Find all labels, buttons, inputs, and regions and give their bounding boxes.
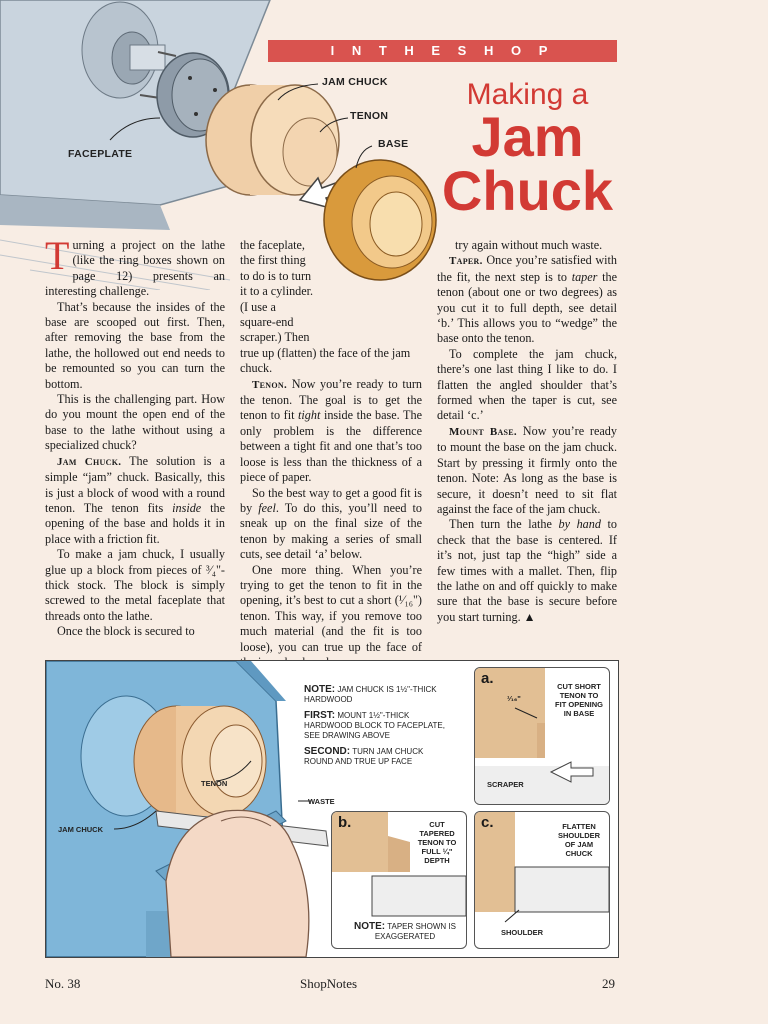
detail-c-shoulder-label: SHOULDER xyxy=(501,928,544,937)
paragraph: One more thing. When you’re trying to get the tenon to fit in the opening, it’s best to cut a short (¹⁄₁₆") tenon. This way, if you remove too much material (and the fit is too loose), you can true up the face of xyxy=(240,562,422,654)
article-column-3 xyxy=(437,238,617,625)
paragraph: To make a jam chuck, I usually glue up a block from pieces of ³⁄₄"-thick stock. The block is simply screwed to the metal faceplate that threads onto the lathe. xyxy=(45,547,225,623)
paragraph xyxy=(437,253,617,346)
page-title xyxy=(430,105,625,222)
emphasis: taper xyxy=(571,269,598,284)
drop-cap: T xyxy=(45,233,70,278)
note-3: SECOND: TURN JAM CHUCK ROUND AND TRUE UP FACE xyxy=(304,746,424,766)
label-base: BASE xyxy=(378,138,409,150)
detail-c-text: FLATTEN SHOULDER OF JAM CHUCK xyxy=(557,822,601,858)
paragraph xyxy=(240,377,422,486)
text: inside the base. The only problem is the difference between a tight fit and one that’s too loose is less than the thickness of a piece of paper. xyxy=(240,408,423,485)
paragraph: Once the block is secured to xyxy=(57,624,195,639)
emphasis: inside xyxy=(172,500,202,515)
text: Now you’re ready to mount the base on the jam chuck. Start by pressing it firmly onto the tenon. Note: As long as the base is secure, it doesn’t need to sit flat against the face of the jam chuck. xyxy=(437,423,617,516)
note-2: FIRST: MOUNT 1½"-THICK HARDWOOD BLOCK TO FACEPLATE, SEE DRAWING ABOVE xyxy=(304,710,445,740)
label-waste: WASTE xyxy=(308,797,335,806)
paragraph: the faceplate, the first thing to do is to turn it to a cylinder. (I use a square-end scraper.) Then true up (flatten) the face of the jam chuck. xyxy=(240,238,411,376)
text: The solution is a simple “jam” chuck. Basically, this is just a block of wood with a round tenon. The tenon fits xyxy=(45,453,226,515)
detail-a-text: CUT SHORT TENON TO FIT OPENING IN BASE xyxy=(555,682,603,718)
bottom-figure xyxy=(45,660,619,958)
detail-c-panel xyxy=(474,811,610,949)
detail-b-text: CUT TAPERED TENON TO FULL ¼" DEPTH xyxy=(417,820,457,865)
article-column-2 xyxy=(240,238,422,670)
detail-a-letter: a. xyxy=(481,670,494,687)
detail-a-dimension: ¹⁄₁₆" xyxy=(507,694,521,703)
title-line-1: Jam xyxy=(471,105,584,168)
run-in-heading: Tenon. xyxy=(252,378,288,391)
paragraph: This is the challenging part. How do you mount the open end of the base to the lathe without using a specialized chuck? xyxy=(45,392,225,453)
paragraph xyxy=(45,454,225,547)
article-column-1 xyxy=(45,233,226,640)
text: to check that the base is centered. If it’s not, just tap the “high” side a few times with a mallet. Then, flip the lathe on and off quickly to make sure that the base is secure before you start turning. xyxy=(437,517,617,624)
text: Once you’re satisfied with the fit, the next step is to xyxy=(437,253,618,284)
detail-a-scraper-label: SCRAPER xyxy=(487,780,524,789)
text: Now you’re ready to turn the tenon. The goal is to get the tenon to fit xyxy=(240,376,423,423)
paragraph: try again without much waste. xyxy=(455,238,603,252)
text: the opening of the base and holds it in place with a friction fit. xyxy=(45,500,226,546)
emphasis: by hand xyxy=(558,517,601,532)
title-line-2: Chuck xyxy=(441,159,614,222)
detail-c-letter: c. xyxy=(481,814,494,831)
run-in-heading: Taper. xyxy=(449,255,483,268)
emphasis: tight xyxy=(298,408,321,423)
note-block xyxy=(304,685,454,767)
text: the tenon (about one or two degrees) as you cut it to full depth, see detail ‘b.’ This allows you to “wedge” the base onto the tenon. xyxy=(437,269,617,346)
paragraph xyxy=(437,517,617,625)
paragraph xyxy=(45,233,225,300)
text: So the best way to get a good fit is by xyxy=(240,485,422,515)
text: Then turn the lathe xyxy=(449,517,552,532)
paragraph: To complete the jam chuck, there’s one last thing I like to do. I flatten the angled shoulder that’s formed when the taper is cut, see detail ‘c.’ xyxy=(437,346,617,423)
label-tenon: TENON xyxy=(350,110,389,122)
paragraph xyxy=(437,424,617,517)
paragraph: That’s because the insides of the base are scooped out first. Then, after removing the base from the lathe, the hollowed out end needs to be remounted so you can turn the bottom. xyxy=(45,299,225,391)
footer-issue: No. 38 xyxy=(45,976,81,991)
run-in-heading: Mount Base. xyxy=(449,425,517,438)
detail-b-panel xyxy=(331,811,467,949)
title-kicker: Making a xyxy=(466,78,589,111)
end-mark-icon: ▲ xyxy=(523,609,536,624)
detail-b-letter: b. xyxy=(338,814,352,831)
label-faceplate: FACEPLATE xyxy=(68,148,133,160)
note-1: NOTE: JAM CHUCK IS 1½"-THICK HARDWOOD xyxy=(304,684,437,704)
footer-magazine: ShopNotes xyxy=(300,976,358,991)
figure-wrap-spacer xyxy=(314,238,422,338)
detail-a-panel xyxy=(474,667,610,805)
emphasis: feel xyxy=(258,500,276,515)
footer-page-number: 29 xyxy=(602,976,615,991)
text: . To do this, you’ll need to sneak up on the final size of the tenon by making a series of small cuts, see detail ‘a’ below. xyxy=(240,500,422,562)
paragraph xyxy=(240,486,422,563)
label-tenon: TENON xyxy=(201,779,228,788)
label-jam-chuck: JAM CHUCK xyxy=(58,825,103,834)
label-jam-chuck: JAM CHUCK xyxy=(322,76,388,88)
text: urning a project on the lathe (like the ring boxes shown on page 12) presents an interesting challenge. xyxy=(45,238,225,299)
run-in-heading: Jam Chuck. xyxy=(57,455,122,468)
section-banner: I N T H E S H O P xyxy=(268,40,617,62)
detail-b-note: NOTE: TAPER SHOWN IS EXAGGERATED xyxy=(354,921,456,941)
